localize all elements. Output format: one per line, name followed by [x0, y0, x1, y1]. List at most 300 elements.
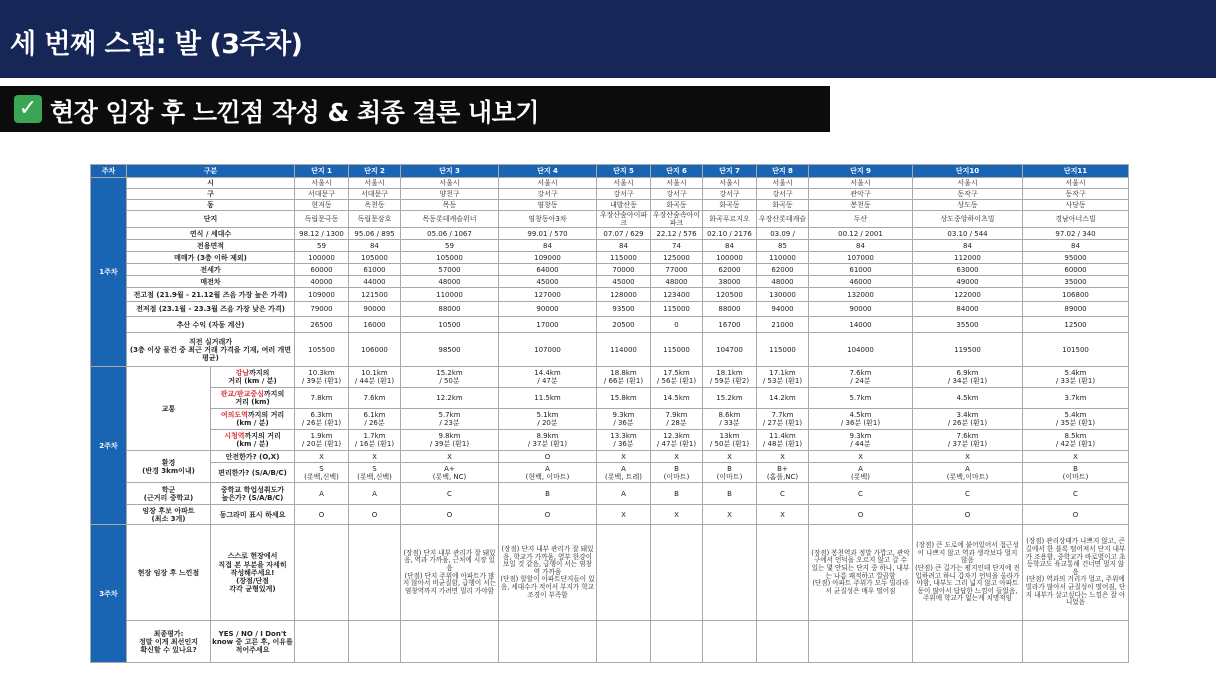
- data-cell: 127000: [499, 288, 597, 302]
- data-cell: O: [809, 505, 913, 525]
- data-cell: 45000: [597, 276, 651, 288]
- data-cell: [401, 621, 499, 663]
- data-cell: 60000: [1023, 264, 1129, 276]
- data-cell: 105500: [295, 333, 349, 367]
- table-row: [91, 252, 1129, 264]
- table-row: [91, 317, 1129, 333]
- data-cell: 18.1km / 59분 (환2): [703, 367, 757, 388]
- data-cell: [703, 525, 757, 621]
- table-row: [91, 276, 1129, 288]
- row-label-sold: 매전차: [127, 276, 295, 288]
- data-cell: 1.9km / 20분 (환1): [295, 430, 349, 451]
- data-cell: 독립문극동: [295, 211, 349, 228]
- data-cell: 우장산숲속아이파크: [651, 211, 703, 228]
- data-cell: 115000: [757, 333, 809, 367]
- data-cell: 130000: [757, 288, 809, 302]
- data-cell: 88000: [703, 302, 757, 317]
- row-label-school: 학군 (근거리 중학교): [127, 483, 211, 505]
- data-cell: 3.4km / 26분 (환1): [913, 409, 1023, 430]
- data-cell: X: [295, 451, 349, 463]
- data-cell: 17.5km / 56분 (환1): [651, 367, 703, 388]
- data-cell: [349, 525, 401, 621]
- data-cell: (장점) 단지 내부 관리가 잘 돼있음, 학교가 가까움, 옆부 한강이 보일 것 같음, 급행이 서는 염창역 가까움 (단점) 할할이 아파트단지들이 있음, 세대수가 적어서 부지가 학교 조경이 부족함: [499, 525, 597, 621]
- data-cell: 0: [651, 317, 703, 333]
- complex-header: 단지 3: [401, 165, 499, 178]
- data-cell: A (롯백): [809, 463, 913, 483]
- data-cell: 59: [295, 240, 349, 252]
- data-cell: 110000: [757, 252, 809, 264]
- data-cell: 44000: [349, 276, 401, 288]
- data-cell: B: [703, 483, 757, 505]
- data-cell: 64000: [499, 264, 597, 276]
- table-row: [91, 621, 1129, 663]
- data-cell: 12.2km: [401, 388, 499, 409]
- data-cell: 10.3km / 39분 (환1): [295, 367, 349, 388]
- data-cell: X: [703, 505, 757, 525]
- data-cell: 5.4km / 33분 (환1): [1023, 367, 1129, 388]
- data-cell: 20500: [597, 317, 651, 333]
- title-bar: [0, 0, 1216, 78]
- data-cell: 46000: [809, 276, 913, 288]
- row-label-feel: 현장 임장 후 느낀점: [127, 525, 211, 621]
- data-cell: 60000: [295, 264, 349, 276]
- data-cell: 두산: [809, 211, 913, 228]
- data-cell: 염창동아3차: [499, 211, 597, 228]
- data-cell: 목동: [401, 200, 499, 211]
- data-cell: B: [499, 483, 597, 505]
- data-cell: 109000: [499, 252, 597, 264]
- data-cell: 6.9km / 34분 (환1): [913, 367, 1023, 388]
- data-cell: 05.06 / 1067: [401, 228, 499, 240]
- data-cell: 101500: [1023, 333, 1129, 367]
- data-cell: 상도동: [913, 200, 1023, 211]
- env-sublabel: 편리한가? (S/A/B/C): [211, 463, 295, 483]
- data-cell: 85: [757, 240, 809, 252]
- week-label: 2주차: [91, 367, 127, 525]
- data-cell: C: [757, 483, 809, 505]
- row-label-next: 임장 후보 아파트 (최소 3개): [127, 505, 211, 525]
- data-cell: 00.12 / 2001: [809, 228, 913, 240]
- table-row: [91, 240, 1129, 252]
- data-cell: O: [349, 505, 401, 525]
- data-cell: 03.10 / 544: [913, 228, 1023, 240]
- data-cell: 10500: [401, 317, 499, 333]
- complex-header: 단지 1: [295, 165, 349, 178]
- data-cell: 48000: [757, 276, 809, 288]
- data-cell: 3.7km: [1023, 388, 1129, 409]
- data-cell: 38000: [703, 276, 757, 288]
- data-cell: B (이마트): [1023, 463, 1129, 483]
- data-cell: X: [349, 451, 401, 463]
- data-cell: 8.9km / 37분 (환1): [499, 430, 597, 451]
- table-row: [91, 228, 1129, 240]
- page-title: 세 번째 스텝: 발 (3주차): [10, 29, 303, 60]
- data-cell: 14000: [809, 317, 913, 333]
- data-cell: 7.6km: [349, 388, 401, 409]
- data-cell: O: [295, 505, 349, 525]
- row-label-env: 환경 (반경 3km이내): [127, 451, 211, 483]
- data-cell: 123400: [651, 288, 703, 302]
- data-cell: 22.12 / 576: [651, 228, 703, 240]
- table-row: [91, 211, 1129, 228]
- row-label-jeonse: 전세가: [127, 264, 295, 276]
- data-cell: 염창동: [499, 200, 597, 211]
- data-cell: 84: [349, 240, 401, 252]
- data-cell: B+ (홈플,NC): [757, 463, 809, 483]
- data-cell: 99.01 / 570: [499, 228, 597, 240]
- complex-header: 단지 8: [757, 165, 809, 178]
- page-subtitle: 현장 임장 후 느낀점 작성 & 최종 결론 내보기: [50, 98, 539, 127]
- data-cell: 79000: [295, 302, 349, 317]
- feel-sublabel: 스스로 현장에서 직접 본 부분을 자세히 작성해주세요! (장점/단점 각각 균형있게): [211, 525, 295, 621]
- data-cell: 15.2km / 50분: [401, 367, 499, 388]
- table-row: [91, 463, 1129, 483]
- row-label-sale: 매매가 (3층 이하 제외): [127, 252, 295, 264]
- data-cell: 35000: [1023, 276, 1129, 288]
- data-cell: 97.02 / 340: [1023, 228, 1129, 240]
- data-cell: 115000: [651, 333, 703, 367]
- data-cell: 5.7km: [809, 388, 913, 409]
- data-cell: [651, 621, 703, 663]
- data-cell: 7.6km / 37분 (환1): [913, 430, 1023, 451]
- data-cell: 11.4km / 48분 (환1): [757, 430, 809, 451]
- data-cell: 18.8km / 66분 (환1): [597, 367, 651, 388]
- destination-highlight: 판교/판교중심: [220, 390, 264, 399]
- data-cell: 90000: [499, 302, 597, 317]
- data-cell: O: [1023, 505, 1129, 525]
- data-cell: 95000: [1023, 252, 1129, 264]
- data-cell: 서울시: [757, 178, 809, 189]
- data-cell: A (롯백,이마트): [913, 463, 1023, 483]
- data-cell: 상도중앙하이츠빌: [913, 211, 1023, 228]
- data-cell: 15.2km: [703, 388, 757, 409]
- data-cell: 84000: [913, 302, 1023, 317]
- complex-comparison-table: [90, 164, 1129, 663]
- data-cell: 강서구: [499, 189, 597, 200]
- data-cell: 서울시: [913, 178, 1023, 189]
- row-label-area: 전용면적: [127, 240, 295, 252]
- data-cell: [913, 621, 1023, 663]
- data-cell: 서울시: [1023, 178, 1129, 189]
- data-cell: 110000: [401, 288, 499, 302]
- data-cell: 115000: [597, 252, 651, 264]
- data-cell: 서울시: [295, 178, 349, 189]
- table-row: [91, 288, 1129, 302]
- data-cell: 93500: [597, 302, 651, 317]
- data-cell: 7.9km / 28분: [651, 409, 703, 430]
- data-cell: 봉천동: [809, 200, 913, 211]
- data-cell: 90000: [349, 302, 401, 317]
- data-cell: A: [295, 483, 349, 505]
- data-cell: 84: [703, 240, 757, 252]
- data-cell: A (롯백, 트레): [597, 463, 651, 483]
- data-cell: 109000: [295, 288, 349, 302]
- complex-header: 단지 6: [651, 165, 703, 178]
- table-row: [91, 302, 1129, 317]
- final-sublabel: YES / NO / I Don't know 중 고른 후, 이유를 적어주세요: [211, 621, 295, 663]
- data-cell: 강서구: [651, 189, 703, 200]
- traffic-sublabel-text: 까지의 거리 (km / 분): [236, 432, 281, 449]
- data-cell: 서울시: [499, 178, 597, 189]
- data-cell: 9.8km / 39분 (환1): [401, 430, 499, 451]
- data-cell: 106000: [349, 333, 401, 367]
- checkmark-icon: ✓: [14, 95, 42, 123]
- data-cell: (장점) 관리상태가 나쁘지 않고, 큰길에서 한 블록 떨어져서 단지 내부가 조용함, 중학교가 바로옆이고 초등학교도 육교통해 건너면 멀지 않음 (단점) 역과의 거리가 멀고, 주위에 빌라가 많아서 균질성이 떨어짐, 단지 내부가 살고싶다는 느낌은 잘 아니었음: [1023, 525, 1129, 621]
- data-cell: [597, 621, 651, 663]
- data-cell: [349, 621, 401, 663]
- data-cell: 서울시: [401, 178, 499, 189]
- data-cell: 강서구: [703, 189, 757, 200]
- week-label: 1주차: [91, 178, 127, 367]
- table-row: [91, 451, 1129, 463]
- table-row: [91, 409, 1129, 430]
- data-cell: 107000: [809, 252, 913, 264]
- data-cell: C: [1023, 483, 1129, 505]
- data-cell: B (이마트): [651, 463, 703, 483]
- data-cell: 84: [809, 240, 913, 252]
- data-cell: 14.4km / 47분: [499, 367, 597, 388]
- data-cell: 우장산숲아이파크: [597, 211, 651, 228]
- data-cell: 03.09 /: [757, 228, 809, 240]
- data-cell: [757, 621, 809, 663]
- data-cell: 10.1km / 44분 (환1): [349, 367, 401, 388]
- data-cell: X: [757, 505, 809, 525]
- data-cell: 옥천동: [349, 200, 401, 211]
- data-cell: 강서구: [597, 189, 651, 200]
- data-cell: 21000: [757, 317, 809, 333]
- data-cell: 11.5km: [499, 388, 597, 409]
- data-cell: 115000: [651, 302, 703, 317]
- school-sublabel: 중학교 학업성취도가 높은가? (S/A/B/C): [211, 483, 295, 505]
- data-cell: 132000: [809, 288, 913, 302]
- row-label-dong: 동: [127, 200, 295, 211]
- row-label-year: 연식 / 세대수: [127, 228, 295, 240]
- data-cell: 13.3km / 36분: [597, 430, 651, 451]
- row-label-traffic: 교통: [127, 367, 211, 451]
- data-cell: 35500: [913, 317, 1023, 333]
- data-cell: 02.10 / 2176: [703, 228, 757, 240]
- data-cell: 59: [401, 240, 499, 252]
- data-cell: 4.5km: [913, 388, 1023, 409]
- data-cell: [597, 525, 651, 621]
- data-cell: 40000: [295, 276, 349, 288]
- data-cell: 122000: [913, 288, 1023, 302]
- data-cell: 100000: [295, 252, 349, 264]
- data-cell: 17000: [499, 317, 597, 333]
- data-cell: 화곡동: [703, 200, 757, 211]
- data-cell: 105000: [401, 252, 499, 264]
- data-cell: 17.1km / 53분 (환1): [757, 367, 809, 388]
- data-cell: 목동롯데캐슬위너: [401, 211, 499, 228]
- data-cell: O: [499, 505, 597, 525]
- data-cell: 강서구: [757, 189, 809, 200]
- row-label-gu: 구: [127, 189, 295, 200]
- data-cell: A: [349, 483, 401, 505]
- data-cell: 57000: [401, 264, 499, 276]
- data-cell: 사당동: [1023, 200, 1129, 211]
- data-cell: 106800: [1023, 288, 1129, 302]
- data-cell: 105000: [349, 252, 401, 264]
- data-cell: 서울시: [703, 178, 757, 189]
- destination-highlight: 여의도역: [220, 411, 248, 420]
- traffic-sublabel-text: 까지의 거리 (km): [235, 390, 285, 407]
- data-cell: [809, 621, 913, 663]
- next-sublabel: 동그라미 표시 하세요: [211, 505, 295, 525]
- data-cell: 62000: [757, 264, 809, 276]
- data-cell: X: [597, 451, 651, 463]
- row-label-recent: 직전 실거래가 (3층 이상 물건 중 최근 거래 가격을 기재, 여러 개면 평균): [127, 333, 295, 367]
- traffic-sublabel: [211, 367, 295, 388]
- data-cell: 107000: [499, 333, 597, 367]
- row-label-si: 시: [127, 178, 295, 189]
- data-cell: 48000: [401, 276, 499, 288]
- data-cell: X: [651, 505, 703, 525]
- data-cell: 61000: [809, 264, 913, 276]
- complex-header: 단지 4: [499, 165, 597, 178]
- data-cell: 13km / 50분 (환1): [703, 430, 757, 451]
- data-cell: 120500: [703, 288, 757, 302]
- data-cell: A: [597, 483, 651, 505]
- row-label-low: 전저점 (23.1월 - 23.3월 즈음 가장 낮은 가격): [127, 302, 295, 317]
- data-cell: 화곡동: [757, 200, 809, 211]
- table-row: [91, 333, 1129, 367]
- data-cell: 16700: [703, 317, 757, 333]
- complex-header: 단지 9: [809, 165, 913, 178]
- data-cell: X: [757, 451, 809, 463]
- table-row: [91, 178, 1129, 189]
- data-cell: 8.5km / 42분 (환1): [1023, 430, 1129, 451]
- data-cell: [651, 525, 703, 621]
- data-cell: 61000: [349, 264, 401, 276]
- data-cell: C: [809, 483, 913, 505]
- data-cell: 9.3km / 44분: [809, 430, 913, 451]
- traffic-sublabel-text: 까지의 거리 (km / 분): [228, 369, 277, 386]
- table-row: [91, 505, 1129, 525]
- data-cell: 12500: [1023, 317, 1129, 333]
- table-row: [91, 525, 1129, 621]
- data-cell: 07.07 / 629: [597, 228, 651, 240]
- data-cell: X: [913, 451, 1023, 463]
- data-cell: 14.2km: [757, 388, 809, 409]
- data-cell: 90000: [809, 302, 913, 317]
- data-cell: 동작구: [913, 189, 1023, 200]
- env-sublabel: 안전한가? (O,X): [211, 451, 295, 463]
- data-cell: X: [809, 451, 913, 463]
- data-cell: 16000: [349, 317, 401, 333]
- table-row: [91, 388, 1129, 409]
- table-row: [91, 483, 1129, 505]
- data-cell: X: [1023, 451, 1129, 463]
- data-cell: 12.3km / 47분 (환1): [651, 430, 703, 451]
- data-cell: 84: [1023, 240, 1129, 252]
- data-cell: 내발산동: [597, 200, 651, 211]
- data-cell: O: [499, 451, 597, 463]
- data-cell: 1.7km / 16분 (환1): [349, 430, 401, 451]
- data-cell: 128000: [597, 288, 651, 302]
- data-cell: X: [597, 505, 651, 525]
- data-cell: 우장산롯데캐슬: [757, 211, 809, 228]
- data-cell: (장점) 단지 내부 관리가 잘 돼있음, 역과 가까움, 근처에 시장 있음 (단점) 단지 주위에 아파트가 많지 않아서 비균질함, 급행이 서는 염창역까지 가려면 멀리 가야함: [401, 525, 499, 621]
- row-label-auto: 추산 수익 (자동 계산): [127, 317, 295, 333]
- data-cell: 119500: [913, 333, 1023, 367]
- data-cell: 84: [597, 240, 651, 252]
- data-cell: 104000: [809, 333, 913, 367]
- data-cell: 48000: [651, 276, 703, 288]
- data-cell: B: [651, 483, 703, 505]
- data-cell: 서대문구: [349, 189, 401, 200]
- data-cell: 98500: [401, 333, 499, 367]
- data-cell: 104700: [703, 333, 757, 367]
- traffic-sublabel: [211, 409, 295, 430]
- data-cell: 9.3km / 36분: [597, 409, 651, 430]
- data-cell: 양천구: [401, 189, 499, 200]
- data-cell: 70000: [597, 264, 651, 276]
- data-cell: A (현백, 이마트): [499, 463, 597, 483]
- data-cell: 121500: [349, 288, 401, 302]
- complex-header: 단지11: [1023, 165, 1129, 178]
- data-cell: 서울시: [651, 178, 703, 189]
- data-cell: 84: [913, 240, 1023, 252]
- data-cell: S (롯백,신백): [295, 463, 349, 483]
- data-cell: 화곡동: [651, 200, 703, 211]
- data-cell: 125000: [651, 252, 703, 264]
- data-cell: 7.6km / 24분: [809, 367, 913, 388]
- complex-header: 단지 7: [703, 165, 757, 178]
- data-cell: 서울시: [809, 178, 913, 189]
- data-cell: (장점) 큰 도로에 붙어있어서 접근성이 나쁘지 않고 역과 생각보다 멀지 않음 (단점) 큰 길가는 평지인데 단지에 진입하려고 하니 갑자기 언덕을 올라가야함, 내부도 그리 넓지 않고 아파트 동이 많아서 답답한 느낌이 들었음, 주위에 학교가 없는게 치명적임: [913, 525, 1023, 621]
- complex-header: 단지 5: [597, 165, 651, 178]
- data-cell: [703, 621, 757, 663]
- data-cell: 88000: [401, 302, 499, 317]
- destination-highlight: 강남: [235, 369, 250, 378]
- data-cell: 84: [499, 240, 597, 252]
- traffic-sublabel: [211, 388, 295, 409]
- data-cell: 14.5km: [651, 388, 703, 409]
- row-label-peak: 전고점 (21.9월 - 21.12월 즈음 가장 높은 가격): [127, 288, 295, 302]
- data-cell: 15.8km: [597, 388, 651, 409]
- data-cell: C: [913, 483, 1023, 505]
- data-cell: [499, 621, 597, 663]
- data-cell: 7.7km / 27분 (환1): [757, 409, 809, 430]
- data-cell: X: [651, 451, 703, 463]
- destination-highlight: 시청역: [224, 432, 245, 441]
- data-cell: [757, 525, 809, 621]
- row-label-final: 최종평가: 정말 이게 최선인지 확신할 수 있나요?: [127, 621, 211, 663]
- data-cell: 동작구: [1023, 189, 1129, 200]
- data-cell: 경남아너스빌: [1023, 211, 1129, 228]
- data-cell: 5.1km / 20분: [499, 409, 597, 430]
- data-cell: 서대문구: [295, 189, 349, 200]
- table-row: [91, 430, 1129, 451]
- data-cell: 94000: [757, 302, 809, 317]
- header-row: [91, 165, 1129, 178]
- data-cell: 49000: [913, 276, 1023, 288]
- complex-header: 단지 2: [349, 165, 401, 178]
- row-label-danji: 단지: [127, 211, 295, 228]
- data-cell: 98.12 / 1300: [295, 228, 349, 240]
- data-cell: 화곡푸르지오: [703, 211, 757, 228]
- data-cell: 62000: [703, 264, 757, 276]
- traffic-sublabel: [211, 430, 295, 451]
- data-cell: 5.4km / 35분 (환1): [1023, 409, 1129, 430]
- data-cell: X: [401, 451, 499, 463]
- data-cell: 독립문삼호: [349, 211, 401, 228]
- table-row: [91, 367, 1129, 388]
- data-cell: 관악구: [809, 189, 913, 200]
- data-cell: 100000: [703, 252, 757, 264]
- data-cell: 8.6km / 33분: [703, 409, 757, 430]
- data-cell: 서울시: [597, 178, 651, 189]
